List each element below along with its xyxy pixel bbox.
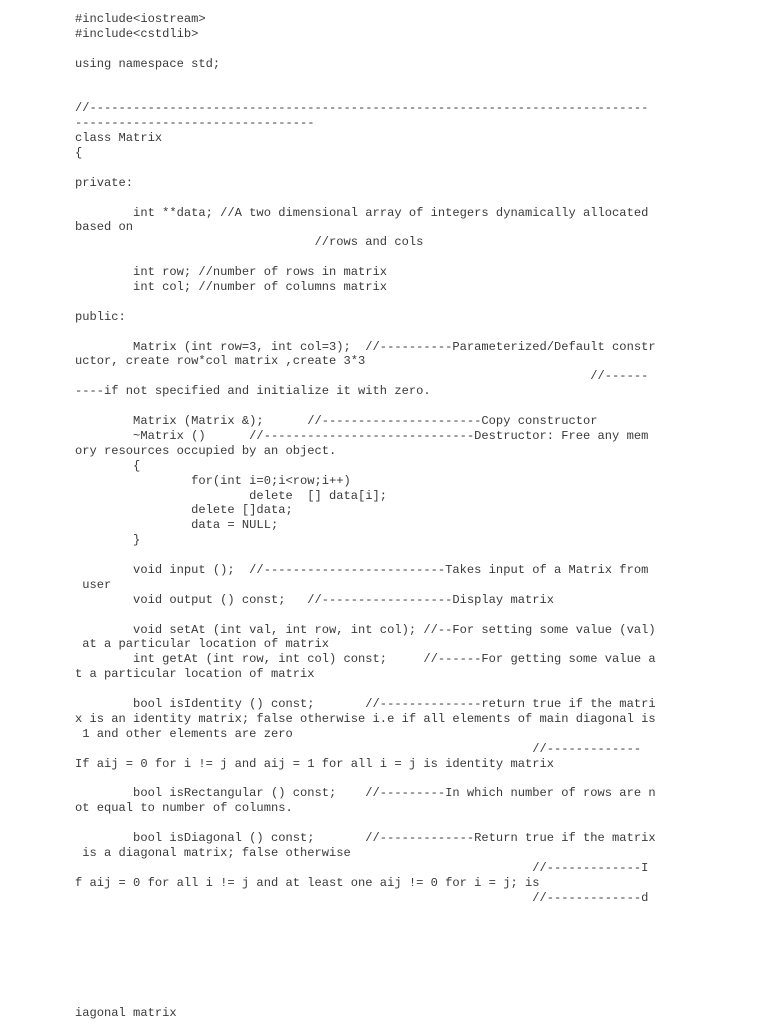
code-line: { bbox=[75, 146, 83, 161]
code-line bbox=[75, 42, 675, 57]
code-line: x is an identity matrix; false otherwise i.e if all elements of main diagonal is bbox=[75, 711, 656, 726]
code-line: #include<iostream> bbox=[75, 12, 206, 26]
code-line: for(int i=0;i<row;i++) bbox=[75, 473, 351, 488]
code-line: ory resources occupied by an object. bbox=[75, 443, 337, 458]
code-line bbox=[75, 325, 675, 340]
code-line: Matrix (Matrix &); //----------------------Copy constructor bbox=[75, 414, 598, 429]
code-line: --------------------------------- bbox=[75, 116, 315, 131]
code-line bbox=[75, 250, 675, 265]
code-line bbox=[75, 399, 675, 414]
code-line: //------------- bbox=[75, 741, 642, 756]
code-line: ----if not specified and initialize it with zero. bbox=[75, 384, 431, 399]
code-line: //rows and cols bbox=[75, 235, 424, 250]
code-line bbox=[75, 295, 675, 310]
code-line: //-------------I bbox=[75, 860, 649, 875]
code-line bbox=[75, 771, 675, 786]
code-line: is a diagonal matrix; false otherwise bbox=[75, 845, 351, 860]
code-line: int col; //number of columns matrix bbox=[75, 280, 388, 295]
code-line bbox=[75, 682, 675, 697]
code-line: class Matrix bbox=[75, 131, 163, 146]
code-listing bbox=[75, 12, 675, 905]
code-line: int **data; //A two dimensional array of integers dynamically allocated bbox=[75, 205, 649, 220]
code-line bbox=[75, 86, 675, 101]
code-line: //-------------d bbox=[75, 890, 649, 905]
code-line: uctor, create row*col matrix ,create 3*3 bbox=[75, 354, 366, 369]
code-line: ~Matrix () //-----------------------------Destructor: Free any mem bbox=[75, 428, 649, 443]
code-line bbox=[75, 608, 675, 623]
code-line: } bbox=[75, 533, 141, 548]
code-line: delete [] data[i]; bbox=[75, 488, 388, 503]
code-line: void input (); //-------------------------Takes input of a Matrix from bbox=[75, 562, 649, 577]
code-line: If aij = 0 for i != j and aij = 1 for all i = j is identity matrix bbox=[75, 756, 554, 771]
code-line: f aij = 0 for all i != j and at least one aij != 0 for i = j; is bbox=[75, 875, 540, 890]
code-line: bool isDiagonal () const; //-------------Return true if the matrix bbox=[75, 830, 656, 845]
code-line bbox=[75, 816, 675, 831]
code-line: data = NULL; bbox=[75, 518, 279, 533]
code-line: bool isRectangular () const; //---------In which number of rows are n bbox=[75, 786, 656, 801]
code-line: user bbox=[75, 577, 112, 592]
code-line: delete []data; bbox=[75, 503, 293, 518]
code-line bbox=[75, 72, 675, 87]
code-line bbox=[75, 161, 675, 176]
code-line: 1 and other elements are zero bbox=[75, 726, 293, 741]
code-line-continuation: iagonal matrix bbox=[75, 1006, 177, 1020]
code-line bbox=[75, 548, 675, 563]
code-line: //------ bbox=[75, 369, 649, 384]
code-line: using namespace std; bbox=[75, 56, 221, 71]
code-line: t a particular location of matrix bbox=[75, 667, 315, 682]
code-line: public: bbox=[75, 309, 126, 324]
code-line: private: bbox=[75, 175, 134, 190]
code-line: int row; //number of rows in matrix bbox=[75, 265, 388, 280]
code-line: #include<cstdlib> bbox=[75, 26, 199, 41]
code-line: void setAt (int val, int row, int col); //--For setting some value (val) bbox=[75, 622, 656, 637]
code-line: ot equal to number of columns. bbox=[75, 801, 293, 816]
code-line: bool isIdentity () const; //--------------return true if the matri bbox=[75, 696, 656, 711]
code-line: int getAt (int row, int col) const; //------For getting some value a bbox=[75, 652, 656, 667]
code-line: based on bbox=[75, 220, 134, 235]
code-line: { bbox=[75, 458, 141, 473]
code-line: at a particular location of matrix bbox=[75, 637, 330, 652]
code-line bbox=[75, 191, 675, 206]
code-line: //----------------------------------------------------------------------------- bbox=[75, 101, 649, 116]
code-line: Matrix (int row=3, int col=3); //----------Parameterized/Default constr bbox=[75, 339, 656, 354]
code-line: void output () const; //------------------Display matrix bbox=[75, 592, 554, 607]
